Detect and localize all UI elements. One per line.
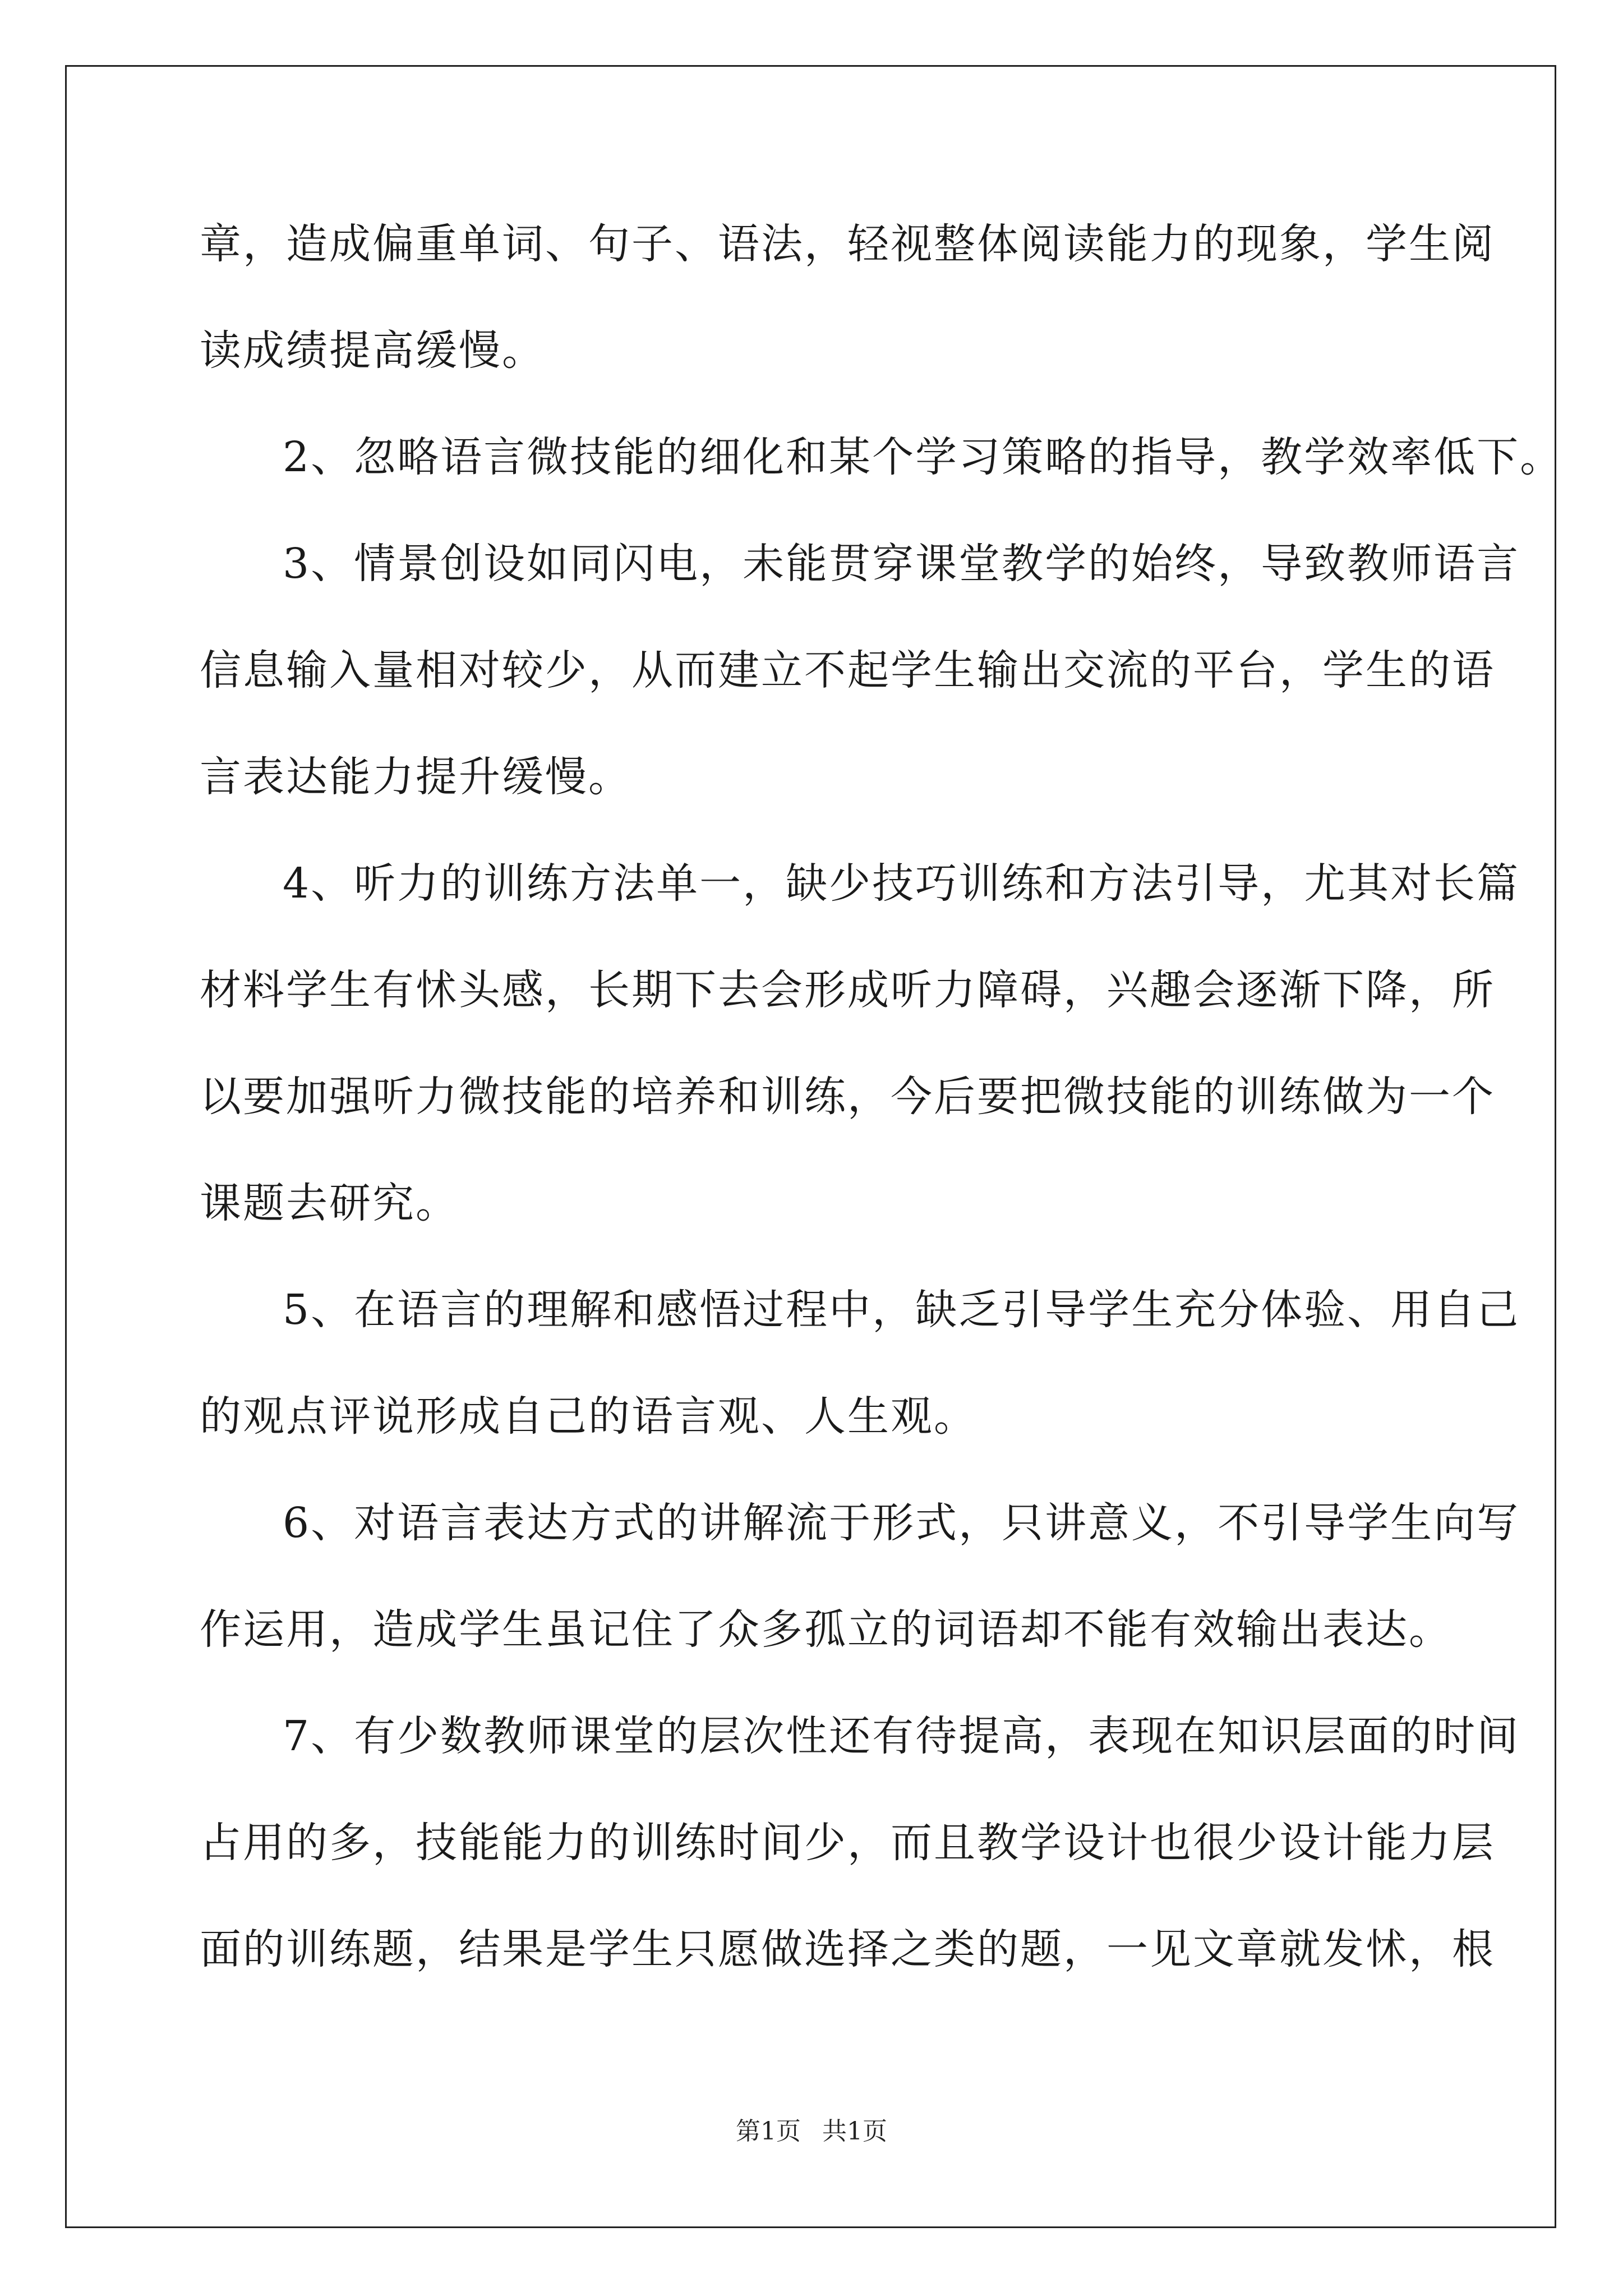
- text-line: 信息输入量相对较少，从而建立不起学生输出交流的平台，学生的语: [200, 646, 1495, 694]
- page-footer: [0, 2118, 1623, 2146]
- text-line: 章，造成偏重单词、句子、语法，轻视整体阅读能力的现象，学生阅: [200, 220, 1495, 268]
- text-line: 3、情景创设如同闪电，未能贯穿课堂教学的始终，导致教师语言: [283, 540, 1520, 588]
- text-line: 面的训练题，结果是学生只愿做选择之类的题，一见文章就发怵，根: [200, 1925, 1495, 1973]
- text-line: 7、有少数教师课堂的层次性还有待提高，表现在知识层面的时间: [283, 1712, 1520, 1760]
- text-line: 的观点评说形成自己的语言观、人生观。: [200, 1392, 977, 1441]
- text-line: 5、在语言的理解和感悟过程中，缺乏引导学生充分体验、用自己: [283, 1286, 1520, 1334]
- text-line: 材料学生有怵头感，长期下去会形成听力障碍，兴趣会逐渐下降，所: [200, 966, 1495, 1014]
- page-number-total: 共1页: [822, 2117, 887, 2146]
- document-body: [200, 213, 1564, 2025]
- text-line: 课题去研究。: [200, 1179, 459, 1227]
- text-line: 占用的多，技能能力的训练时间少，而且教学设计也很少设计能力层: [200, 1819, 1495, 1867]
- text-line: 作运用，造成学生虽记住了众多孤立的词语却不能有效输出表达。: [200, 1605, 1452, 1654]
- page-number-current: 第1页: [736, 2117, 801, 2146]
- text-line: 言表达能力提升缓慢。: [200, 753, 631, 801]
- text-line: 4、听力的训练方法单一，缺少技巧训练和方法引导，尤其对长篇: [283, 859, 1520, 908]
- text-line: 读成绩提高缓慢。: [200, 326, 545, 375]
- text-line: 6、对语言表达方式的讲解流于形式，只讲意义，不引导学生向写: [283, 1499, 1520, 1547]
- text-line: 以要加强听力微技能的培养和训练，今后要把微技能的训练做为一个: [200, 1073, 1495, 1121]
- text-line: 2、忽略语言微技能的细化和某个学习策略的指导，教学效率低下。: [283, 433, 1564, 481]
